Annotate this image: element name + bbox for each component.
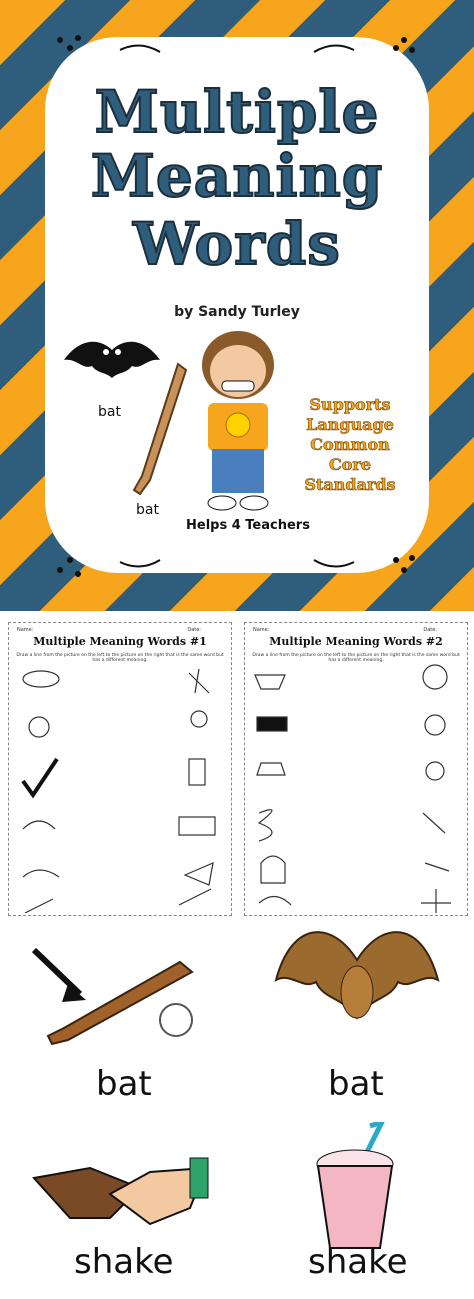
handshake-icon	[30, 1148, 210, 1238]
name-label: Name:	[253, 627, 270, 633]
card-word-shake-1: shake	[74, 1242, 174, 1282]
name-label: Name:	[17, 627, 34, 633]
worksheet-title: Multiple Meaning Words #2	[269, 635, 443, 648]
worksheet-1-pictures	[9, 663, 231, 913]
worksheet-1-preview	[8, 622, 232, 916]
worksheet-2-pictures	[245, 663, 467, 913]
worksheet-instructions: Draw a line from the picture on the left to the picture on the right that is the same word but has a different meaning.	[252, 653, 460, 663]
milkshake-icon	[300, 1122, 410, 1252]
date-label: Date:	[423, 627, 437, 633]
author-byline: by Sandy Turley	[174, 304, 300, 320]
card-word-bat-2: bat	[328, 1064, 384, 1104]
date-label: Date:	[187, 627, 201, 633]
supports-badge	[290, 395, 410, 495]
supports-line-1: Supports	[309, 395, 391, 414]
brand-logo-text: Helps 4 Teachers	[186, 518, 310, 533]
bat-animal-icon	[272, 920, 442, 1060]
cover-section	[0, 0, 474, 611]
title-line-2: Meaning	[90, 142, 384, 210]
caption-bat-sport: bat	[136, 502, 159, 518]
kid-illustration	[178, 325, 298, 515]
worksheet-instructions: Draw a line from the picture on the left to the picture on the right that is the same word but has a different meaning.	[16, 653, 224, 663]
worksheet-title: Multiple Meaning Words #1	[33, 635, 207, 648]
supports-line-4: Standards	[304, 475, 396, 494]
card-word-shake-2: shake	[308, 1242, 408, 1282]
card-word-bat-1: bat	[96, 1064, 152, 1104]
caption-bat-animal: bat	[98, 404, 121, 420]
supports-line-2: Language	[306, 415, 394, 434]
baseball-bat-icon	[28, 940, 208, 1050]
worksheet-2-preview	[244, 622, 468, 916]
title-line-1: Multiple	[94, 78, 380, 146]
title-line-3: Words	[133, 210, 341, 278]
supports-line-3: Common Core	[310, 435, 390, 474]
